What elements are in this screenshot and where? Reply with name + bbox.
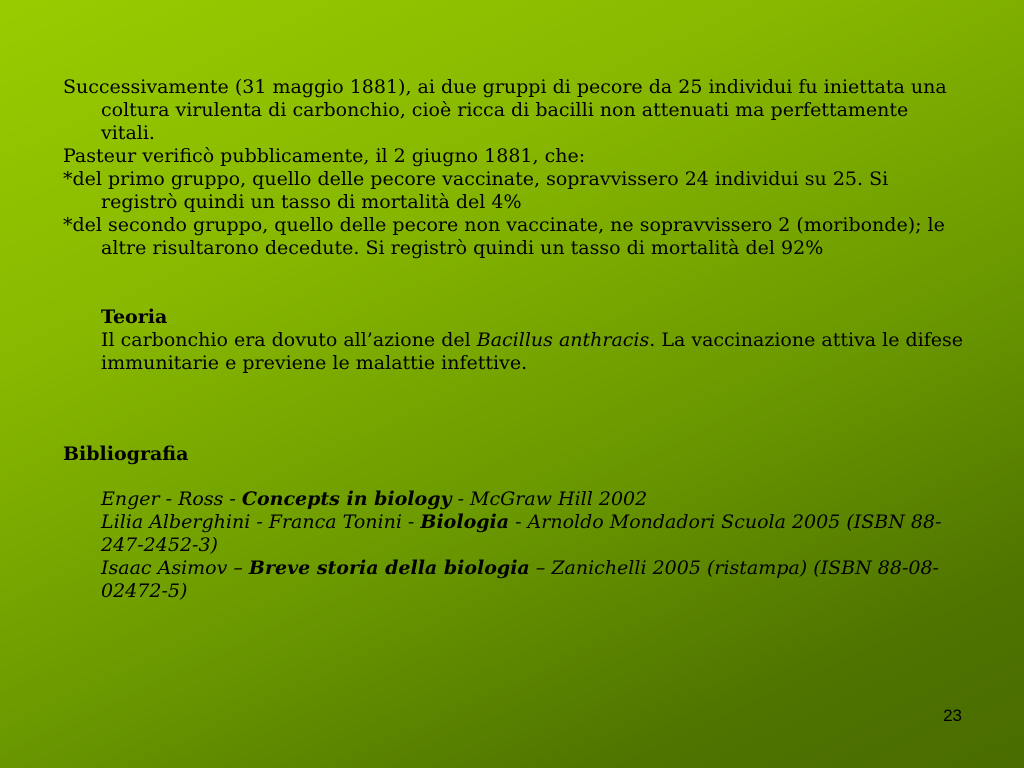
entry-authors: Enger - Ross - [101,488,242,510]
entry-title: Biologia [420,511,510,533]
slide-body [63,76,968,603]
teoria-heading: Teoria [101,306,168,328]
second-group-result: *del secondo gruppo, quello delle pecore non vaccinate, ne sopravvissero 2 (moribonde); le altre risultarono decedute. Si registrò quindi un tasso di mortalità del 92% [63,214,945,259]
teoria-text [101,329,968,375]
entry-publisher: - McGraw Hill 2002 [451,488,648,510]
entry-authors: Lilia Alberghini - Franca Tonini - [101,511,421,533]
bibliography-entry [101,488,968,511]
intro-paragraph [63,76,968,260]
spacer [63,260,968,306]
entry-publisher: – Zanichelli 2005 (ristampa) (ISBN 88-08-02472-5) [101,557,939,602]
bibliography-entry [101,557,968,603]
intro-text: Successivamente (31 maggio 1881), ai due gruppi di pecore da 25 individui fu iniettata una coltura virulenta di carbonchio, cioè ricca di bacilli non attenuati ma perfettamente vitali. [63,76,947,144]
teoria-species: Bacillus anthracis [476,329,650,351]
teoria-text-before: Il carbonchio era dovuto all’azione del [101,329,477,351]
spacer [63,375,968,443]
spacer [63,466,968,488]
entry-title: Concepts in biology [241,488,452,510]
bibliography-list [101,488,968,603]
entry-title: Breve storia della biologia [248,557,530,579]
pasteur-line: Pasteur verificò pubblicamente, il 2 giugno 1881, che: [63,145,586,167]
bibliography-entry [101,511,968,557]
entry-publisher: - Arnoldo Mondadori Scuola 2005 (ISBN 88-247-2452-3) [101,511,942,556]
first-group-result: *del primo gruppo, quello delle pecore vaccinate, sopravvissero 24 individui su 25. Si registrò quindi un tasso di mortalità del 4% [63,168,889,213]
page-number: 23 [943,706,962,725]
teoria-section [101,306,968,375]
entry-authors: Isaac Asimov – [101,557,249,579]
bibliografia-heading: Bibliografia [63,443,189,465]
teoria-text-after: . La vaccinazione attiva le difese immunitarie e previene le malattie infettive. [101,329,964,374]
